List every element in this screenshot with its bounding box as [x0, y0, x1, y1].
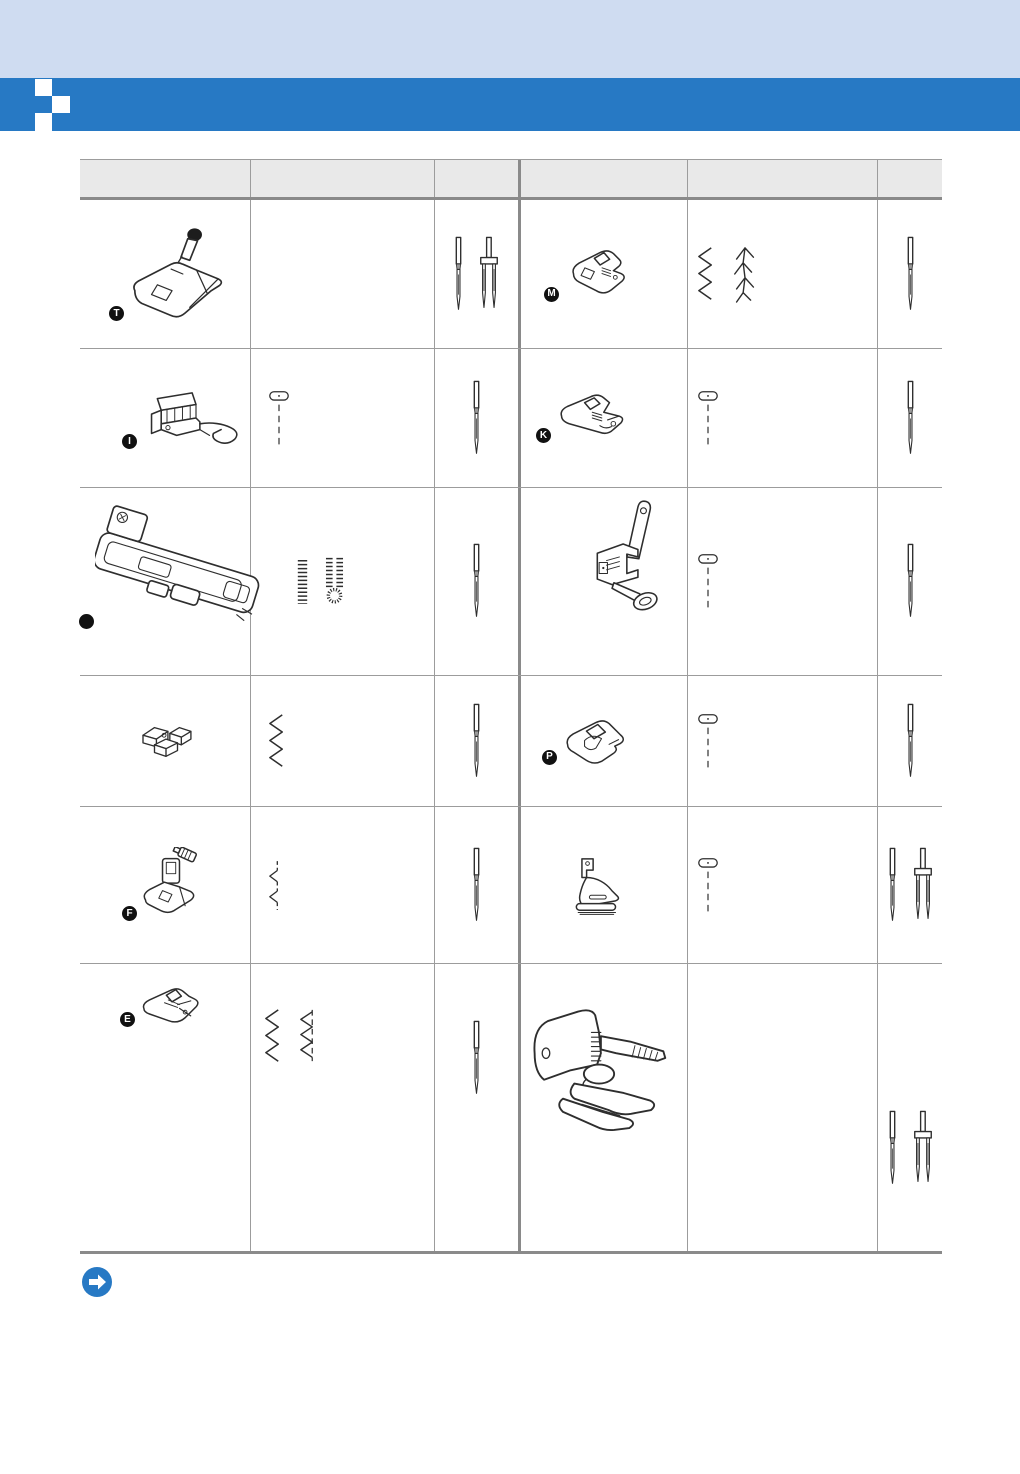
presser-foot-illustration	[126, 847, 204, 923]
stitch-cell	[688, 200, 878, 348]
header-cell	[521, 160, 688, 197]
needle-cell	[878, 676, 942, 806]
needle-cell	[878, 200, 942, 348]
foot-cell	[521, 349, 688, 487]
needle-cell	[435, 200, 521, 348]
single-needle-icon	[471, 380, 482, 457]
accessory-table-header	[80, 160, 942, 200]
needle-cell	[435, 349, 521, 487]
button-stitch-icon	[696, 712, 720, 771]
header-cell	[688, 160, 878, 197]
single-needle-icon	[471, 703, 482, 780]
checker-square	[35, 113, 52, 131]
button-stitch-icon	[696, 389, 720, 448]
zigzag-stitch-icon	[696, 246, 717, 303]
needle-cell	[435, 807, 521, 963]
button-stitch-icon	[696, 856, 720, 915]
needle-cell	[878, 349, 942, 487]
presser-foot-illustration	[539, 391, 644, 445]
presser-foot-illustration	[547, 245, 644, 304]
single-needle-icon	[887, 847, 898, 924]
presser-foot-illustration	[525, 1004, 673, 1146]
table-row	[80, 964, 942, 1251]
table-row	[80, 349, 942, 488]
foot-label-badge: K	[536, 428, 551, 443]
single-needle-icon	[905, 543, 916, 620]
zipper-foot-icon	[138, 385, 254, 451]
presser-foot-illustration	[546, 716, 630, 767]
buttonhole-stitch-b-icon	[324, 555, 345, 608]
blind-stitch-foot-icon	[138, 847, 204, 923]
twin-needle-icon	[478, 236, 500, 313]
stitch-cell	[251, 488, 435, 675]
overcast-foot-icon	[136, 984, 208, 1029]
presser-foot-illustration	[113, 225, 227, 323]
stitch-cell	[688, 349, 878, 487]
continue-arrow-icon	[82, 1267, 112, 1297]
presser-foot-illustration	[128, 385, 254, 451]
title-bar	[0, 78, 1020, 131]
presser-foot-illustration	[135, 718, 197, 764]
foot-cell	[80, 488, 251, 675]
foot-cell	[80, 964, 251, 1251]
presser-foot-illustration	[586, 496, 664, 616]
feather-stitch-icon	[731, 244, 759, 304]
foot-cell	[521, 807, 688, 963]
stitch-cell	[688, 488, 878, 675]
overcast-stitch-icon	[298, 1008, 317, 1063]
twin-needle-icon	[912, 1110, 934, 1187]
foot-cell	[80, 200, 251, 348]
single-needle-icon	[905, 236, 916, 313]
buttonhole-stitch-a-icon	[295, 557, 310, 606]
needle-cell	[435, 964, 521, 1251]
top-band	[0, 0, 1020, 78]
foot-label-badge: M	[544, 287, 559, 302]
foot-label-badge	[79, 614, 94, 629]
foot-label-badge: T	[109, 306, 124, 321]
hemmer-foot-icon	[567, 855, 623, 915]
foot-label-badge: I	[122, 434, 137, 449]
header-cell	[80, 160, 251, 197]
foot-cell	[80, 349, 251, 487]
needle-cell	[878, 964, 942, 1251]
foot-cell	[80, 807, 251, 963]
walking-foot-icon	[525, 1004, 673, 1146]
stitch-cell	[251, 349, 435, 487]
stitch-cell	[688, 676, 878, 806]
foot-cell	[521, 200, 688, 348]
foot-label-badge: P	[542, 750, 557, 765]
stitch-cell	[251, 964, 435, 1251]
button-stitch-icon	[696, 552, 720, 611]
blind-hem-stitch-icon	[267, 859, 282, 912]
stitch-cell	[251, 676, 435, 806]
table-row	[80, 676, 942, 807]
single-needle-icon	[905, 380, 916, 457]
accessory-table-body	[80, 200, 942, 1251]
foot-cell	[521, 676, 688, 806]
single-needle-icon	[471, 543, 482, 620]
overedge-foot-icon	[552, 391, 644, 445]
monogram-foot-icon	[560, 245, 644, 304]
single-needle-icon	[453, 236, 464, 313]
table-row	[80, 807, 942, 964]
presser-foot-illustration	[567, 855, 623, 915]
foot-cell	[521, 964, 688, 1251]
foot-label-badge: F	[122, 906, 137, 921]
single-needle-icon	[905, 703, 916, 780]
header-cell	[435, 160, 521, 197]
stitch-cell	[688, 964, 878, 1251]
stitch-cell	[688, 807, 878, 963]
single-needle-icon	[471, 847, 482, 924]
embroidery-foot-icon	[558, 716, 630, 767]
table-row	[80, 200, 942, 349]
stitch-cell	[251, 200, 435, 348]
presser-foot-illustration	[124, 984, 208, 1029]
darning-foot-icon	[135, 718, 197, 764]
accessory-table	[80, 159, 942, 1254]
needle-cell	[878, 488, 942, 675]
twin-needle-icon	[912, 847, 934, 924]
foot-cell	[521, 488, 688, 675]
zigzag-foot-icon	[125, 225, 227, 323]
foot-label-badge: E	[120, 1012, 135, 1027]
table-row	[80, 488, 942, 676]
single-needle-icon	[887, 1110, 898, 1187]
header-cell	[251, 160, 435, 197]
foot-cell	[80, 676, 251, 806]
needle-cell	[435, 676, 521, 806]
zigzag-stitch-icon	[267, 713, 288, 770]
zigzag-stitch-icon	[263, 1008, 284, 1065]
button-stitch-icon	[267, 389, 291, 448]
needle-cell	[878, 807, 942, 963]
single-needle-icon	[471, 1020, 482, 1097]
header-cell	[878, 160, 942, 197]
button-fitting-foot-icon	[586, 496, 664, 616]
needle-cell	[435, 488, 521, 675]
stitch-cell	[251, 807, 435, 963]
checker-square	[35, 79, 52, 96]
checker-square	[52, 96, 70, 113]
